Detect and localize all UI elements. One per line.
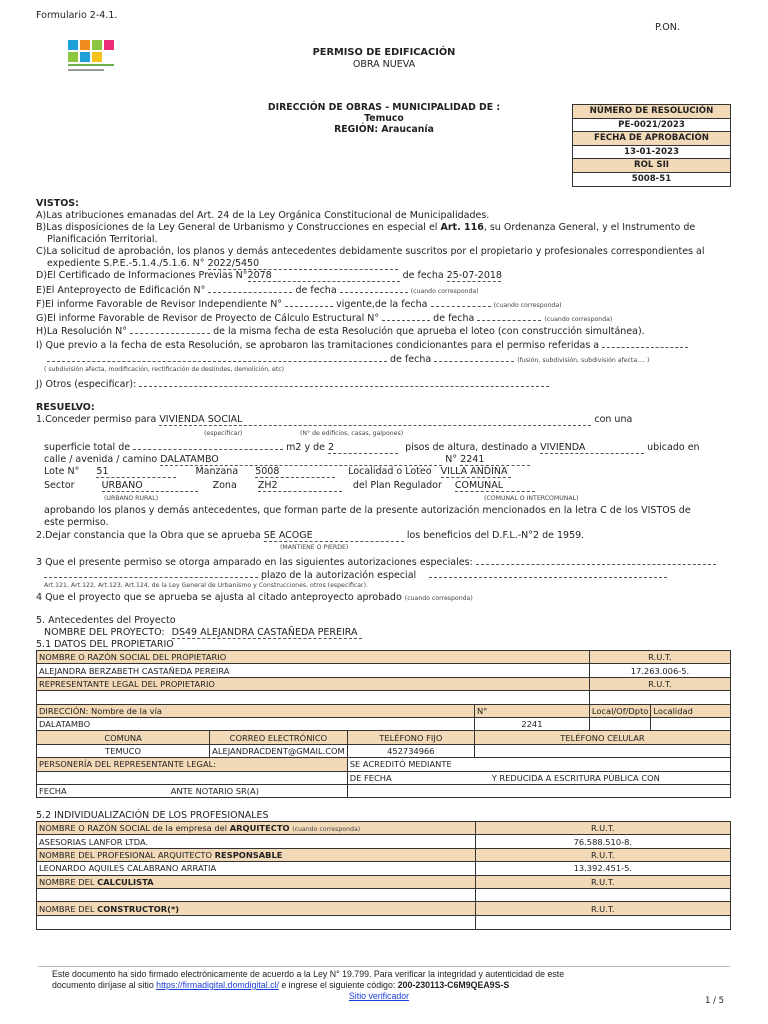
email-header: CORREO ELECTRÓNICO	[210, 731, 348, 744]
project-name-row: NOMBRE DEL PROYECTO: DS49 ALEJANDRA CASTAÑEDA PEREIRA	[44, 627, 362, 639]
address-number-header: N°	[474, 704, 589, 717]
architect-header: NOMBRE DEL PROFESIONAL ARQUITECTO RESPONSABLE	[37, 848, 476, 861]
architect-firm-rut: 76.588.510-8.	[475, 835, 730, 848]
owner-rut: 17.263.006-5.	[589, 664, 730, 677]
vistos-f: F)El informe Favorable de Revisor Independiente N° vigente,de la fecha (cuando corresponda)	[36, 299, 562, 310]
address-number: 2241	[474, 717, 589, 730]
vistos-g: G)El informe Favorable de Revisor de Proyecto de Cálculo Estructural N° de fecha (cuando corresponda)	[36, 313, 613, 324]
pon-label: P.ON.	[655, 22, 680, 33]
vistos-j: J) Otros (especificar):	[36, 377, 549, 390]
vistos-heading: VISTOS:	[36, 198, 79, 209]
email-value: ALEJANDRACDENT@GMAIL.COM	[210, 744, 348, 757]
comuna-header: COMUNA	[37, 731, 210, 744]
profesionales-heading: 5.2 INDIVIDUALIZACIÓN DE LOS PROFESIONALES	[36, 810, 269, 821]
resuelvo-aprobando: aprobando los planos y demás antecedentes, que forman parte de la presente autorización mencionados en la letra C de los VISTOS de	[44, 505, 691, 516]
municipal-logo	[66, 38, 128, 78]
verifier-site-link[interactable]: Sitio verificador	[348, 991, 410, 1001]
resuelvo-4: 4 Que el proyecto que se aprueba se ajusta al citado anteproyecto aprobado (cuando corresponda)	[36, 592, 473, 603]
calculista-rut-header: R.U.T.	[475, 875, 730, 888]
signature-footer	[38, 966, 730, 1002]
local-header: Local/Of/Dpto	[589, 704, 651, 717]
vistos-d: D)El Certificado de Informaciones Previas N°2078 de fecha 25-07-2018	[36, 270, 502, 281]
address-header: DIRECCIÓN: Nombre de la vía	[37, 704, 475, 717]
architect-firm-rut-header: R.U.T.	[475, 822, 730, 835]
comuna-value: TEMUCO	[37, 744, 210, 757]
architect-firm-header: NOMBRE O RAZÓN SOCIAL de la empresa del ARQUITECTO (cuando corresponda)	[37, 822, 476, 835]
phone-value: 452734966	[347, 744, 474, 757]
direccion-block: DIRECCIÓN DE OBRAS - MUNICIPALIDAD DE : Temuco REGIÓN: Araucanía	[267, 102, 501, 135]
vistos-b: B)Las disposiciones de la Ley General de Urbanismo y Construcciones en especial el Art. 116, su Ordenanza General, y el Instrumento de	[36, 222, 696, 233]
acredito-label: SE ACREDITÓ MEDIANTE	[347, 758, 730, 771]
especificar-note: (especificar)	[204, 430, 243, 437]
professionals-table	[36, 821, 731, 930]
vistos-b3: Planificación Territorial.	[47, 234, 158, 245]
vistos-i: I) Que previo a la fecha de esta Resolución, se aprobaron las tramitaciones condicionantes para el permiso referidas a	[36, 338, 688, 351]
architect-rut-header: R.U.T.	[475, 848, 730, 861]
constructor-rut-header: R.U.T.	[475, 902, 730, 915]
resolution-number: PE-0021/2023	[573, 119, 730, 133]
edificios-note: (N° de edificios, casas, galpones)	[300, 430, 404, 437]
datos-propietario-heading: 5.1 DATOS DEL PROPIETARIO	[36, 639, 174, 650]
legal-rep-rut-header: R.U.T.	[589, 677, 730, 690]
footer-line2: documento diríjase al sitio https://firmadigital.domdigital.cl/ e ingrese el siguiente código: 200-230113-C6M9QEA9S-S	[52, 980, 510, 990]
verification-code: 200-230113-C6M9QEA9S-S	[397, 980, 510, 990]
cell-header: TELÉFONO CELULAR	[474, 731, 730, 744]
calculista-header: NOMBRE DEL CALCULISTA	[37, 875, 476, 888]
fecha-notario-row: FECHA ANTE NOTARIO SR(A)	[37, 784, 348, 797]
page-number: 1 / 5	[705, 996, 725, 1006]
resuelvo-heading: RESUELVO:	[36, 402, 95, 413]
vistos-c2: expediente S.P.E.-5.1.4./5.1.6. N° 2022/5450	[47, 258, 398, 270]
owner-name: ALEJANDRA BERZABETH CASTAÑEDA PEREIRA	[37, 664, 590, 677]
constructor-header: NOMBRE DEL CONSTRUCTOR(*)	[37, 902, 476, 915]
resuelvo-superficie: superficie total de m2 y de 2 pisos de altura, destinado a VIVIENDA ubicado en	[44, 442, 700, 453]
owner-table	[36, 650, 731, 798]
vistos-h: H)La Resolución N° de la misma fecha de esta Resolución que aprueba el loteo (con construcción simultánea).	[36, 326, 645, 337]
antecedentes-heading: 5. Antecedentes del Proyecto	[36, 615, 176, 626]
resolution-number-label: NÚMERO DE RESOLUCIÓN	[573, 105, 730, 119]
resuelvo-sector: Sector URBANO Zona ZH2 del Plan Regulador COMUNAL	[44, 480, 535, 492]
phone-header: TELÉFONO FIJO	[347, 731, 474, 744]
owner-name-header: NOMBRE O RAZÓN SOCIAL DEL PROPIETARIO	[37, 651, 590, 664]
vistos-i-note: ( subdivisión afecta, modificación, rectificación de deslindes, demolición, etc)	[44, 366, 285, 373]
resuelvo-3b: plazo de la autorización especial	[44, 568, 667, 581]
architect-rut: 13.392.451-5.	[475, 862, 730, 875]
architect-firm: ASESORIAS LANFOR LTDA.	[37, 835, 476, 848]
approval-date-label: FECHA DE APROBACIÓN	[573, 132, 730, 146]
resolution-box	[572, 104, 731, 187]
mantiene-note: (MANTIENE O PIERDE)	[280, 544, 349, 551]
approval-date: 13-01-2023	[573, 146, 730, 160]
page-subtitle: OBRA NUEVA	[352, 59, 416, 70]
verification-url-link[interactable]: https://firmadigital.domdigital.cl/	[156, 980, 279, 990]
resuelvo-3: 3 Que el presente permiso se otorga amparado en las siguientes autorizaciones especiales:	[36, 555, 716, 568]
address-street: DALATAMBO	[37, 717, 475, 730]
architect-name: LEONARDO AQUILES CALABRANO ARRATIA	[37, 862, 476, 875]
fecha-escritura-row: DE FECHA Y REDUCIDA A ESCRITURA PÚBLICA CON	[347, 771, 730, 784]
comunal-note: (COMUNAL O INTERCOMUNAL)	[484, 495, 579, 502]
form-id: Formulario 2-4.1.	[36, 10, 118, 21]
rol-sii: 5008-51	[631, 173, 672, 184]
rol-sii-label: ROL SII	[573, 159, 730, 173]
resuelvo-aprobando2: este permiso.	[44, 517, 109, 528]
resuelvo-3-note: Art.121, Art.122, Art.123, Art.124, de la Ley General de Urbanismo y Construcciones, otros (especificar).	[44, 582, 368, 589]
resuelvo-calle: calle / avenida / camino DALATAMBO N° 2241	[44, 454, 530, 466]
personeria-header: PERSONERÍA DEL REPRESENTANTE LEGAL:	[37, 758, 348, 771]
localidad-header: Localidad	[651, 704, 731, 717]
legal-rep-header: REPRESENTANTE LEGAL DEL PROPIETARIO	[37, 677, 590, 690]
resuelvo-2: 2.Dejar constancia que la Obra que se aprueba SE ACOGE los beneficios del D.F.L.-N°2 de 1959.	[36, 530, 585, 541]
urbano-note: (URBANO RURAL)	[104, 495, 159, 502]
vistos-a: A)Las atribuciones emanadas del Art. 24 de la Ley Orgánica Constitucional de Municipalidades.	[36, 210, 490, 221]
vistos-e: E)El Anteproyecto de Edificación N° de fecha (cuando corresponda)	[36, 285, 479, 296]
vistos-c: C)La solicitud de aprobación, los planos y demás antecedentes debidamente suscritos por el propietario y profesionales correspondientes al	[36, 246, 705, 257]
resuelvo-1: 1.Conceder permiso para VIVIENDA SOCIAL con una	[36, 414, 633, 425]
owner-rut-header: R.U.T.	[589, 651, 730, 664]
page-title: PERMISO DE EDIFICACIÓN	[312, 47, 456, 58]
resuelvo-lote: Lote N° 51 Manzana 5008 Localidad o Loteo VILLA ANDINA	[44, 466, 511, 478]
vistos-i2: de fecha (fusión, subdivisión, subdivisión afecta.... )	[47, 352, 649, 365]
footer-line1: Este documento ha sido firmado electrónicamente de acuerdo a la Ley N° 19.799. Para verificar la integridad y autenticidad de este	[52, 969, 565, 979]
